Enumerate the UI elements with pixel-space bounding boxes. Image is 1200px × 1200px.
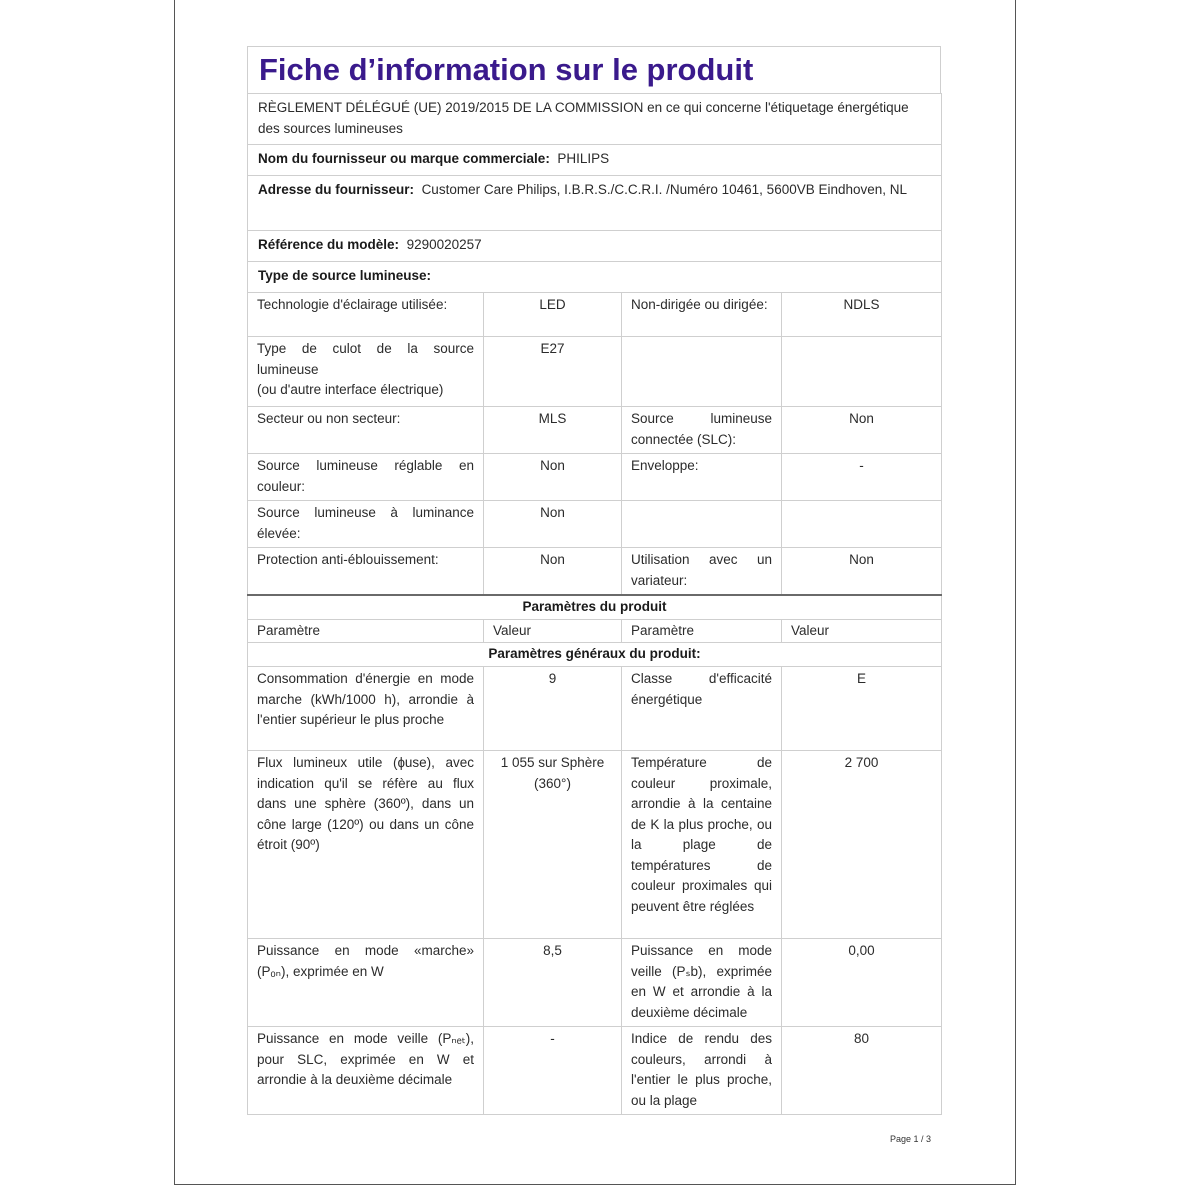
param-cell: Utilisation avec un variateur: (622, 548, 782, 596)
value-cell: E (782, 667, 942, 751)
param-cell: Puissance en mode «marche» (Pₒₙ), exprimée en W (248, 939, 484, 1027)
value-cell: 2 700 (782, 751, 942, 939)
column-header: Paramètre (622, 619, 782, 643)
value-cell: LED (484, 293, 622, 337)
model-value: 9290020257 (406, 237, 482, 252)
address-row (248, 176, 942, 231)
table-row (248, 407, 942, 454)
param-cell (622, 337, 782, 407)
value-cell: MLS (484, 407, 622, 454)
param-text: Type de culot de la source lumineuse (257, 341, 474, 377)
table-row (248, 293, 942, 337)
value-cell (782, 337, 942, 407)
table-row (248, 454, 942, 501)
table-row (248, 1027, 942, 1115)
param-cell: Consommation d'énergie en mode marche (kWh/1000 h), arrondie à l'entier supérieur le plus proche (248, 667, 484, 751)
source-type-heading: Type de source lumineuse: (248, 262, 942, 293)
product-table (247, 93, 942, 1115)
value-cell: Non (484, 501, 622, 548)
param-cell: Température de couleur proximale, arrondie à la centaine de K la plus proche, ou la plage de températures de couleur proximales qui peuvent être réglées (622, 751, 782, 939)
model-label: Référence du modèle: (258, 237, 400, 252)
table-row (248, 751, 942, 939)
param-cell: Source lumineuse connectée (SLC): (622, 407, 782, 454)
supplier-value: PHILIPS (557, 151, 610, 166)
value-cell: 80 (782, 1027, 942, 1115)
params-heading: Paramètres du produit (248, 595, 942, 619)
param-cell: Classe d'efficacité énergétique (622, 667, 782, 751)
param-cell: Puissance en mode veille (Pₙₑₜ), pour SLC, exprimée en W et arrondie à la deuxième décimale (248, 1027, 484, 1115)
param-cell: Flux lumineux utile (ɸuse), avec indication qu'il se réfère au flux dans une sphère (360º), dans un cône large (120º) ou dans un cône étroit (90º) (248, 751, 484, 939)
param-cell: Indice de rendu des couleurs, arrondi à l'entier le plus proche, ou la plage (622, 1027, 782, 1115)
table-row (248, 337, 942, 407)
value-cell: 9 (484, 667, 622, 751)
param-cell: Technologie d'éclairage utilisée: (248, 293, 484, 337)
value-cell: Non (782, 407, 942, 454)
table-row (248, 501, 942, 548)
column-header: Valeur (782, 619, 942, 643)
page-number: Page 1 / 3 (890, 1134, 932, 1144)
table-row (248, 667, 942, 751)
param-cell: Enveloppe: (622, 454, 782, 501)
column-header: Paramètre (248, 619, 484, 643)
table-row (248, 939, 942, 1027)
value-cell: 1 055 sur Sphère (360°) (484, 751, 622, 939)
param-cell: Source lumineuse réglable en couleur: (248, 454, 484, 501)
address-value: Customer Care Philips, I.B.R.S./C.C.R.I. /Numéro 10461, 5600VB Eindhoven, NL (421, 182, 908, 197)
param-text-note: (ou d'autre interface électrique) (257, 382, 444, 397)
model-row (248, 231, 942, 262)
supplier-label: Nom du fournisseur ou marque commerciale: (258, 151, 550, 166)
column-header: Valeur (484, 619, 622, 643)
value-cell: 0,00 (782, 939, 942, 1027)
column-header-row (248, 619, 942, 643)
param-cell: Puissance en mode veille (Pₛb), exprimée en W et arrondie à la deuxième décimale (622, 939, 782, 1027)
param-cell (248, 337, 484, 407)
value-cell: NDLS (782, 293, 942, 337)
param-cell (622, 501, 782, 548)
document-title: Fiche d’information sur le produit (247, 46, 941, 93)
address-label: Adresse du fournisseur: (258, 182, 415, 197)
value-cell: - (484, 1027, 622, 1115)
value-cell: E27 (484, 337, 622, 407)
value-cell: Non (782, 548, 942, 596)
regulation-text: RÈGLEMENT DÉLÉGUÉ (UE) 2019/2015 DE LA COMMISSION en ce qui concerne l'étiquetage énergétique des sources lumineuses (248, 94, 942, 145)
param-cell: Protection anti-éblouissement: (248, 548, 484, 596)
supplier-row (248, 145, 942, 176)
value-cell: Non (484, 454, 622, 501)
value-cell: Non (484, 548, 622, 596)
value-cell: - (782, 454, 942, 501)
value-cell (782, 501, 942, 548)
table-row (248, 548, 942, 596)
value-cell: 8,5 (484, 939, 622, 1027)
product-information-sheet (247, 46, 941, 1115)
param-cell: Non-dirigée ou dirigée: (622, 293, 782, 337)
param-cell: Secteur ou non secteur: (248, 407, 484, 454)
param-cell: Source lumineuse à luminance élevée: (248, 501, 484, 548)
general-params-heading: Paramètres généraux du produit: (248, 643, 942, 667)
